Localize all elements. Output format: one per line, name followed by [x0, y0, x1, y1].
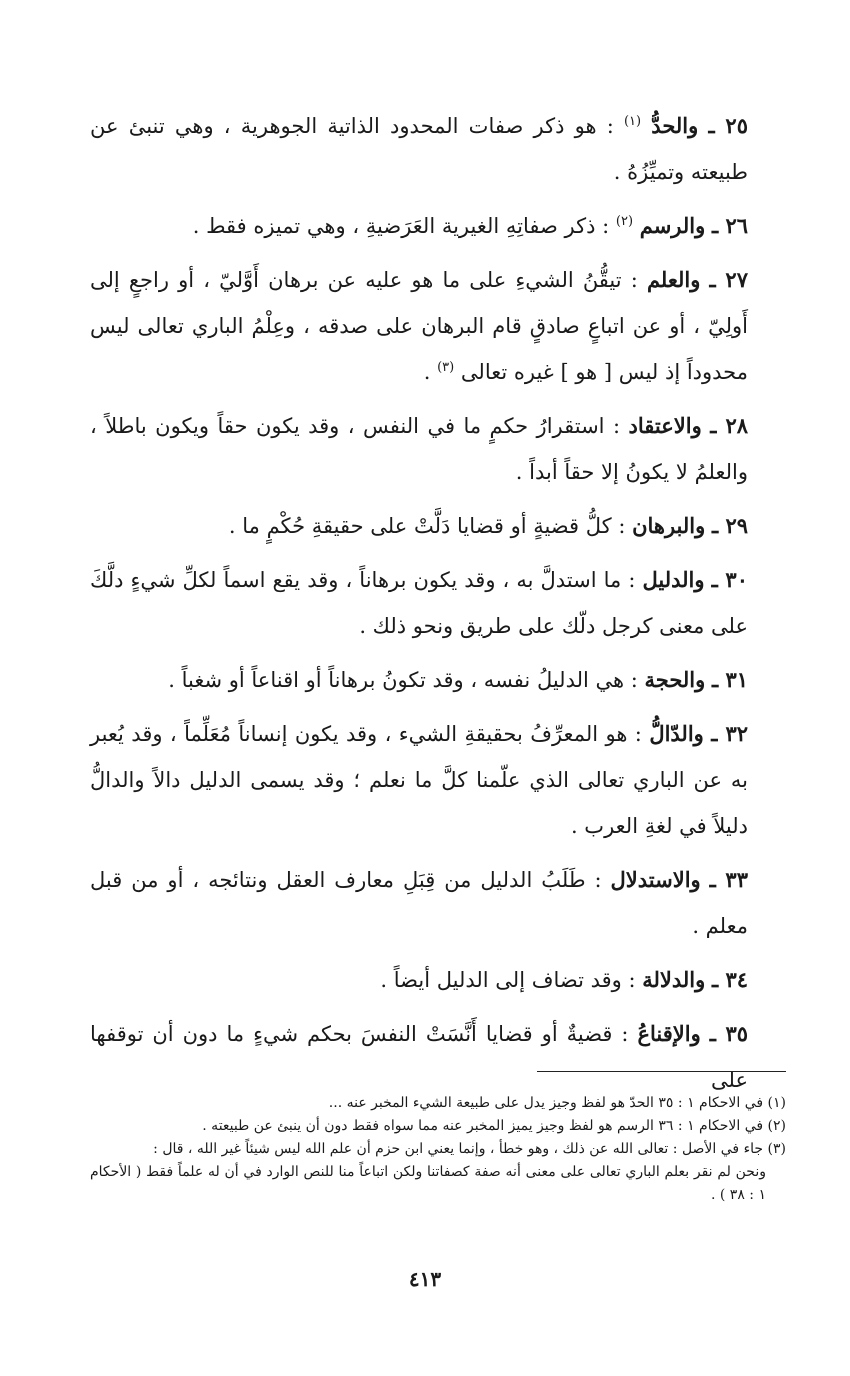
entry-term: والعلم [646, 267, 701, 292]
definition-entry-30 [90, 557, 786, 649]
entry-number: ٢٨ ـ [710, 413, 748, 438]
definition-entry-27 [90, 257, 786, 395]
footnote-text: ونحن لم نقر بعلم الباري تعالى على معنى أنه صفة كصفاتنا ولكن اتباعاً منا للنص الوارد في أن له علماً فقط ( الأحكام ١ : ٣٨ ) . [90, 1164, 766, 1203]
entry-text: : هي الدليلُ نفسه ، وقد تكونُ برهاناً أو اقناعاً أو شغباً . [168, 668, 638, 692]
entry-number: ٣٠ ـ [711, 567, 748, 592]
entry-text: : طَلَبُ الدليل من قِبَلِ معارف العقل ونتائجه ، أو من قبل معلم . [90, 868, 748, 938]
definition-entry-29 [90, 503, 786, 549]
entry-term: والحجة [644, 667, 706, 692]
entry-number: ٢٧ ـ [709, 267, 748, 292]
entry-term: والحدُّ [651, 113, 699, 138]
entry-text: : استقرارُ حكمٍ ما في النفس ، وقد يكون حقاً ويكون باطلاً ، والعلمُ لا يكونُ إلا حقاً أبداً . [90, 414, 748, 484]
footnote-3 [90, 1138, 786, 1161]
footnote-1 [90, 1092, 786, 1115]
footnotes-section [90, 1092, 786, 1207]
footnote-3-continuation [90, 1161, 786, 1207]
footnote-text: في الاحكام ١ : ٣٦ الرسم هو لفظ وجيز يميز المخبر عنه مما سواه فقط دون أن ينبئ عن طبيعته . [202, 1118, 764, 1134]
page-number: ٤١٣ [408, 1267, 442, 1291]
entry-text-end: . [423, 360, 431, 384]
entry-term: والدليل [642, 567, 705, 592]
entry-term: والدلالة [642, 967, 706, 992]
entry-number: ٣٢ ـ [711, 721, 748, 746]
entry-number: ٣١ ـ [711, 667, 748, 692]
entry-term: والبرهان [632, 513, 706, 538]
entry-text: : ما استدلَّ به ، وقد يكون برهاناً ، وقد يقع اسماً لكلِّ شيءٍ دلَّكَ على معنى كرجل دلّك على طريق ونحو ذلك . [90, 568, 748, 638]
footnote-text: في الاحكام ١ : ٣٥ الحدّ هو لفظ وجيز يدل على طبيعة الشيء المخبر عنه ... [328, 1095, 764, 1111]
footnote-ref[interactable]: (٢) [615, 214, 634, 229]
entry-number: ٣٣ ـ [709, 867, 748, 892]
definition-entry-35 [90, 1011, 786, 1103]
definition-entry-31 [90, 657, 786, 703]
footnote-ref[interactable]: (١) [623, 114, 642, 129]
entry-term: والدّالُّ [649, 721, 704, 746]
footnote-separator [537, 1071, 786, 1072]
entry-text: : هو ذكر صفات المحدود الذاتية الجوهرية ، وهي تنبئ عن طبيعته وتميِّزُهُ . [90, 114, 748, 184]
entry-term: والإقناعُ [637, 1021, 701, 1046]
entry-number: ٣٥ ـ [709, 1021, 748, 1046]
entry-text: : تيقُّنُ الشيءِ على ما هو عليه عن برهان أَوَّليّ ، أو راجعٍ إلى أَولِيّ ، أو عن اتباعٍ صادقٍ قام البرهان على صدقه ، وعِلْمُ الباري تعالى ليس محدوداً إذ ليس [ هو ] غيره تعالى [90, 268, 748, 384]
footnote-2 [90, 1115, 786, 1138]
entry-text: : وقد تضاف إلى الدليل أيضاً . [380, 968, 636, 992]
definition-entry-32 [90, 711, 786, 849]
definition-entry-34 [90, 957, 786, 1003]
definitions-body [90, 103, 786, 1103]
entry-number: ٢٩ ـ [711, 513, 748, 538]
definition-entry-25 [90, 103, 786, 195]
footnote-mark: (١) [767, 1095, 786, 1111]
entry-number: ٣٤ ـ [711, 967, 748, 992]
footnote-mark: (٣) [767, 1141, 786, 1157]
entry-term: والاعتقاد [628, 413, 702, 438]
definition-entry-28 [90, 403, 786, 495]
definition-entry-26 [90, 203, 786, 249]
entry-text: : كلُّ قضيةٍ أو قضايا دَلَّتْ على حقيقةِ حُكْمٍ ما . [228, 514, 626, 538]
entry-term: والرسم [639, 213, 706, 238]
entry-number: ٢٥ ـ [708, 113, 748, 138]
footnote-text: جاء في الأصل : تعالى الله عن ذلك ، وهو خطأ ، وإنما يعني ابن حزم أن علم الله ليس شيئاً غير الله ، قال : [153, 1141, 764, 1157]
entry-number: ٢٦ ـ [711, 213, 748, 238]
footnote-mark: (٢) [767, 1118, 786, 1134]
entry-text: : قضيةٌ أو قضايا أَنَّسَتْ النفسَ بحكم شيءٍ ما دون أن توقفها على [90, 1022, 748, 1092]
entry-text: : ذكر صفاتِهِ الغيرية العَرَضيةِ ، وهي تميزه فقط . [192, 214, 610, 238]
entry-term: والاستدلال [610, 867, 701, 892]
entry-text: : هو المعرِّفُ بحقيقةِ الشيء ، وقد يكون إنساناً مُعَلِّماً ، وقد يُعبر به عن الباري تعالى الذي علّمنا كلَّ ما نعلم ؛ وقد يسمى الدليل دالاً والدالُّ دليلاً في لغةِ العرب . [90, 722, 748, 838]
definition-entry-33 [90, 857, 786, 949]
footnote-ref[interactable]: (٣) [437, 360, 455, 375]
